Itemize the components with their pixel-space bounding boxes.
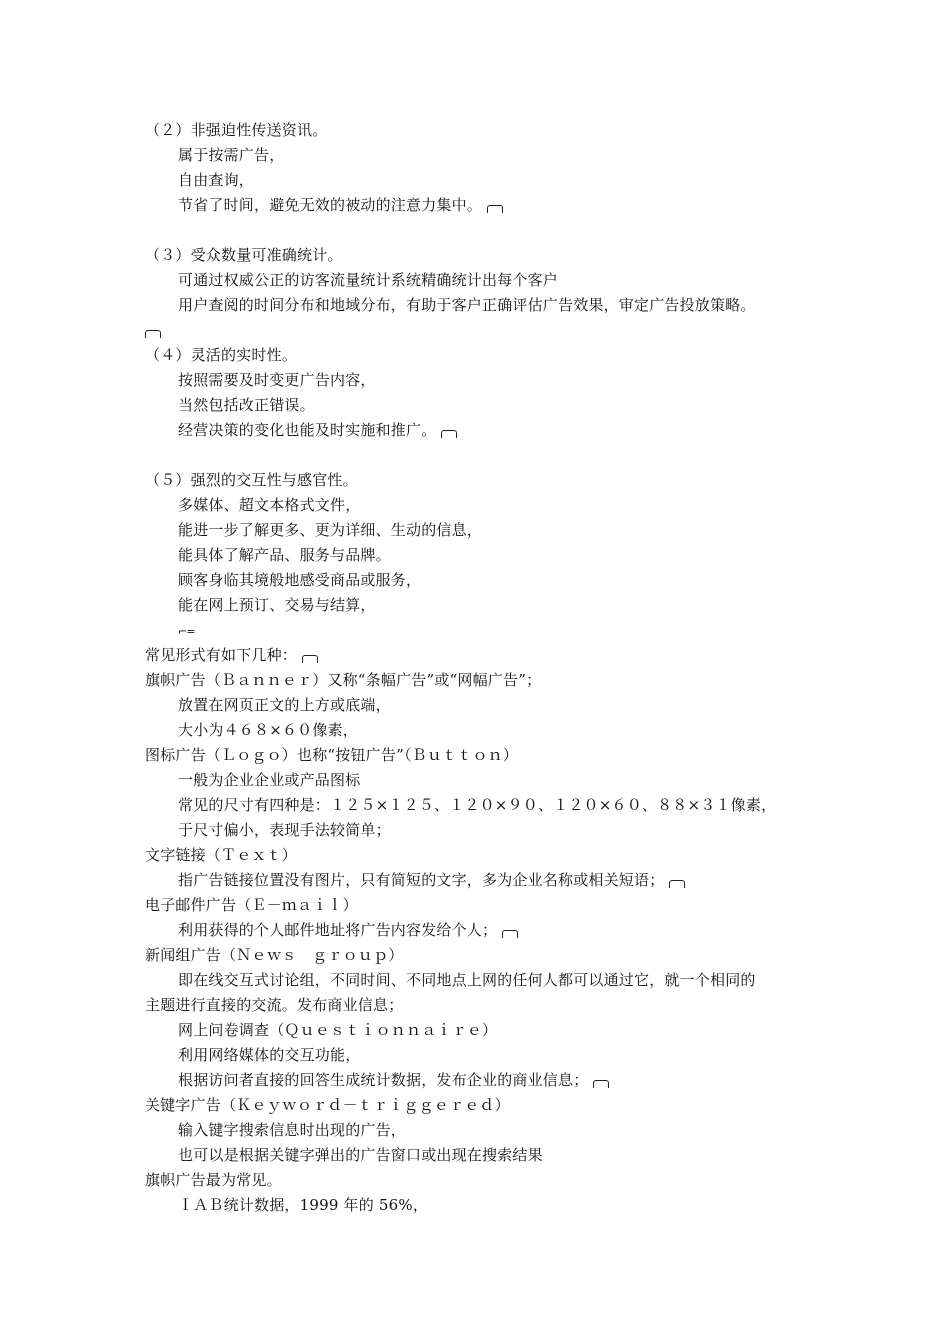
text-line: 按照需要及时变更广告内容， xyxy=(178,371,376,389)
text-line: 即在线交互式讨论组，不同时间、不同地点上网的任何人都可以通过它，就一个相同的 xyxy=(178,971,756,989)
text-line: 放置在网页正文的上方或底端， xyxy=(178,696,391,714)
text-line: 文字链接（Ｔｅｘｔ） xyxy=(145,846,298,864)
text-line: 用户查阅的时间分布和地域分布，有助于客户正确评估广告效果，审定广告投放策略。 xyxy=(178,296,756,314)
text-line: 指广告链接位置没有图片，只有简短的文字，多为企业名称或相关短语； xyxy=(178,870,685,890)
break-mark: ⌐= xyxy=(178,625,195,638)
text-line: 可通过权威公正的访客流量统计系统精确统计出每个客户 xyxy=(178,271,559,289)
text-line: 旗帜广告最为常见。 xyxy=(145,1171,282,1189)
text-line: 旗帜广告（Ｂａｎｎｅｒ）又称“条幅广告”或“网幅广告”； xyxy=(145,671,542,689)
text-line: 顾客身临其境般地感受商品或服务， xyxy=(178,571,422,589)
text-line: 能在网上预订、交易与结算， xyxy=(178,596,376,614)
text-line: 主题进行直接的交流。发布商业信息； xyxy=(145,996,404,1014)
text-line: 常见的尺寸有四种是：１２５×１２５、１２０×９０、１２０×６０、８８×３１像素， xyxy=(178,796,777,814)
text-line: 于尺寸偏小，表现手法较简单； xyxy=(178,821,391,839)
text-line: 能具体了解产品、服务与品牌。 xyxy=(178,546,391,564)
text-line: 属于按需广告， xyxy=(178,146,285,164)
section-heading-5: （５）强烈的交互性与感官性。 xyxy=(145,471,358,489)
section-heading-4: （４）灵活的实时性。 xyxy=(145,346,298,364)
text-line: 根据访问者直接的回答生成统计数据，发布企业的商业信息； xyxy=(178,1070,609,1090)
text-line: 节省了时间，避免无效的被动的注意力集中。 xyxy=(178,195,503,215)
text-line xyxy=(178,620,194,640)
text-line: 常见形式有如下几种： xyxy=(145,645,318,665)
text-line: 当然包括改正错误。 xyxy=(178,396,315,414)
section-heading-3: （３）受众数量可准确统计。 xyxy=(145,246,343,264)
text-line: 自由查询， xyxy=(178,171,255,189)
text-line: 电子邮件广告（Ｅ－ｍａｉｌ） xyxy=(145,896,358,914)
text-line: 新闻组广告（Ｎｅｗｓ ｇｒｏｕｐ） xyxy=(145,946,404,964)
text-line: 图标广告（Ｌｏｇｏ）也称“按钮广告”（Ｂｕｔｔｏｎ） xyxy=(145,746,519,764)
paragraph-mark-icon xyxy=(669,880,685,888)
paragraph-mark-icon xyxy=(145,330,161,338)
paragraph-mark-icon xyxy=(502,930,518,938)
section-heading-2: （２）非强迫性传送资讯。 xyxy=(145,121,328,139)
text-line: 网上问卷调查（Ｑｕｅｓｔｉｏｎｎａｉｒｅ） xyxy=(178,1021,498,1039)
paragraph-mark-icon xyxy=(441,430,457,438)
text-line xyxy=(145,320,161,340)
paragraph-mark-icon xyxy=(487,205,503,213)
text-line: ＩＡＢ统计数据，1999 年的 56%， xyxy=(178,1196,429,1214)
text-line: 多媒体、超文本格式文件， xyxy=(178,496,361,514)
paragraph-mark-icon xyxy=(593,1080,609,1088)
text-line: 关键字广告（Ｋｅｙｗｏｒｄ－ｔｒｉｇｇｅｒｅｄ） xyxy=(145,1096,510,1114)
text-line: 利用网络媒体的交互功能， xyxy=(178,1046,361,1064)
text-line: 利用获得的个人邮件地址将广告内容发给个人； xyxy=(178,920,518,940)
text-line: 经营决策的变化也能及时实施和推广。 xyxy=(178,420,457,440)
text-line: 能进一步了解更多、更为详细、生动的信息， xyxy=(178,521,483,539)
text-line: 一般为企业企业或产品图标 xyxy=(178,771,361,789)
paragraph-mark-icon xyxy=(302,655,318,663)
text-line: 输入键字搜索信息时出现的广告， xyxy=(178,1121,407,1139)
text-line: 也可以是根据关键字弹出的广告窗口或出现在搜索结果 xyxy=(178,1146,543,1164)
text-line: 大小为４６８×６０像素， xyxy=(178,721,358,739)
